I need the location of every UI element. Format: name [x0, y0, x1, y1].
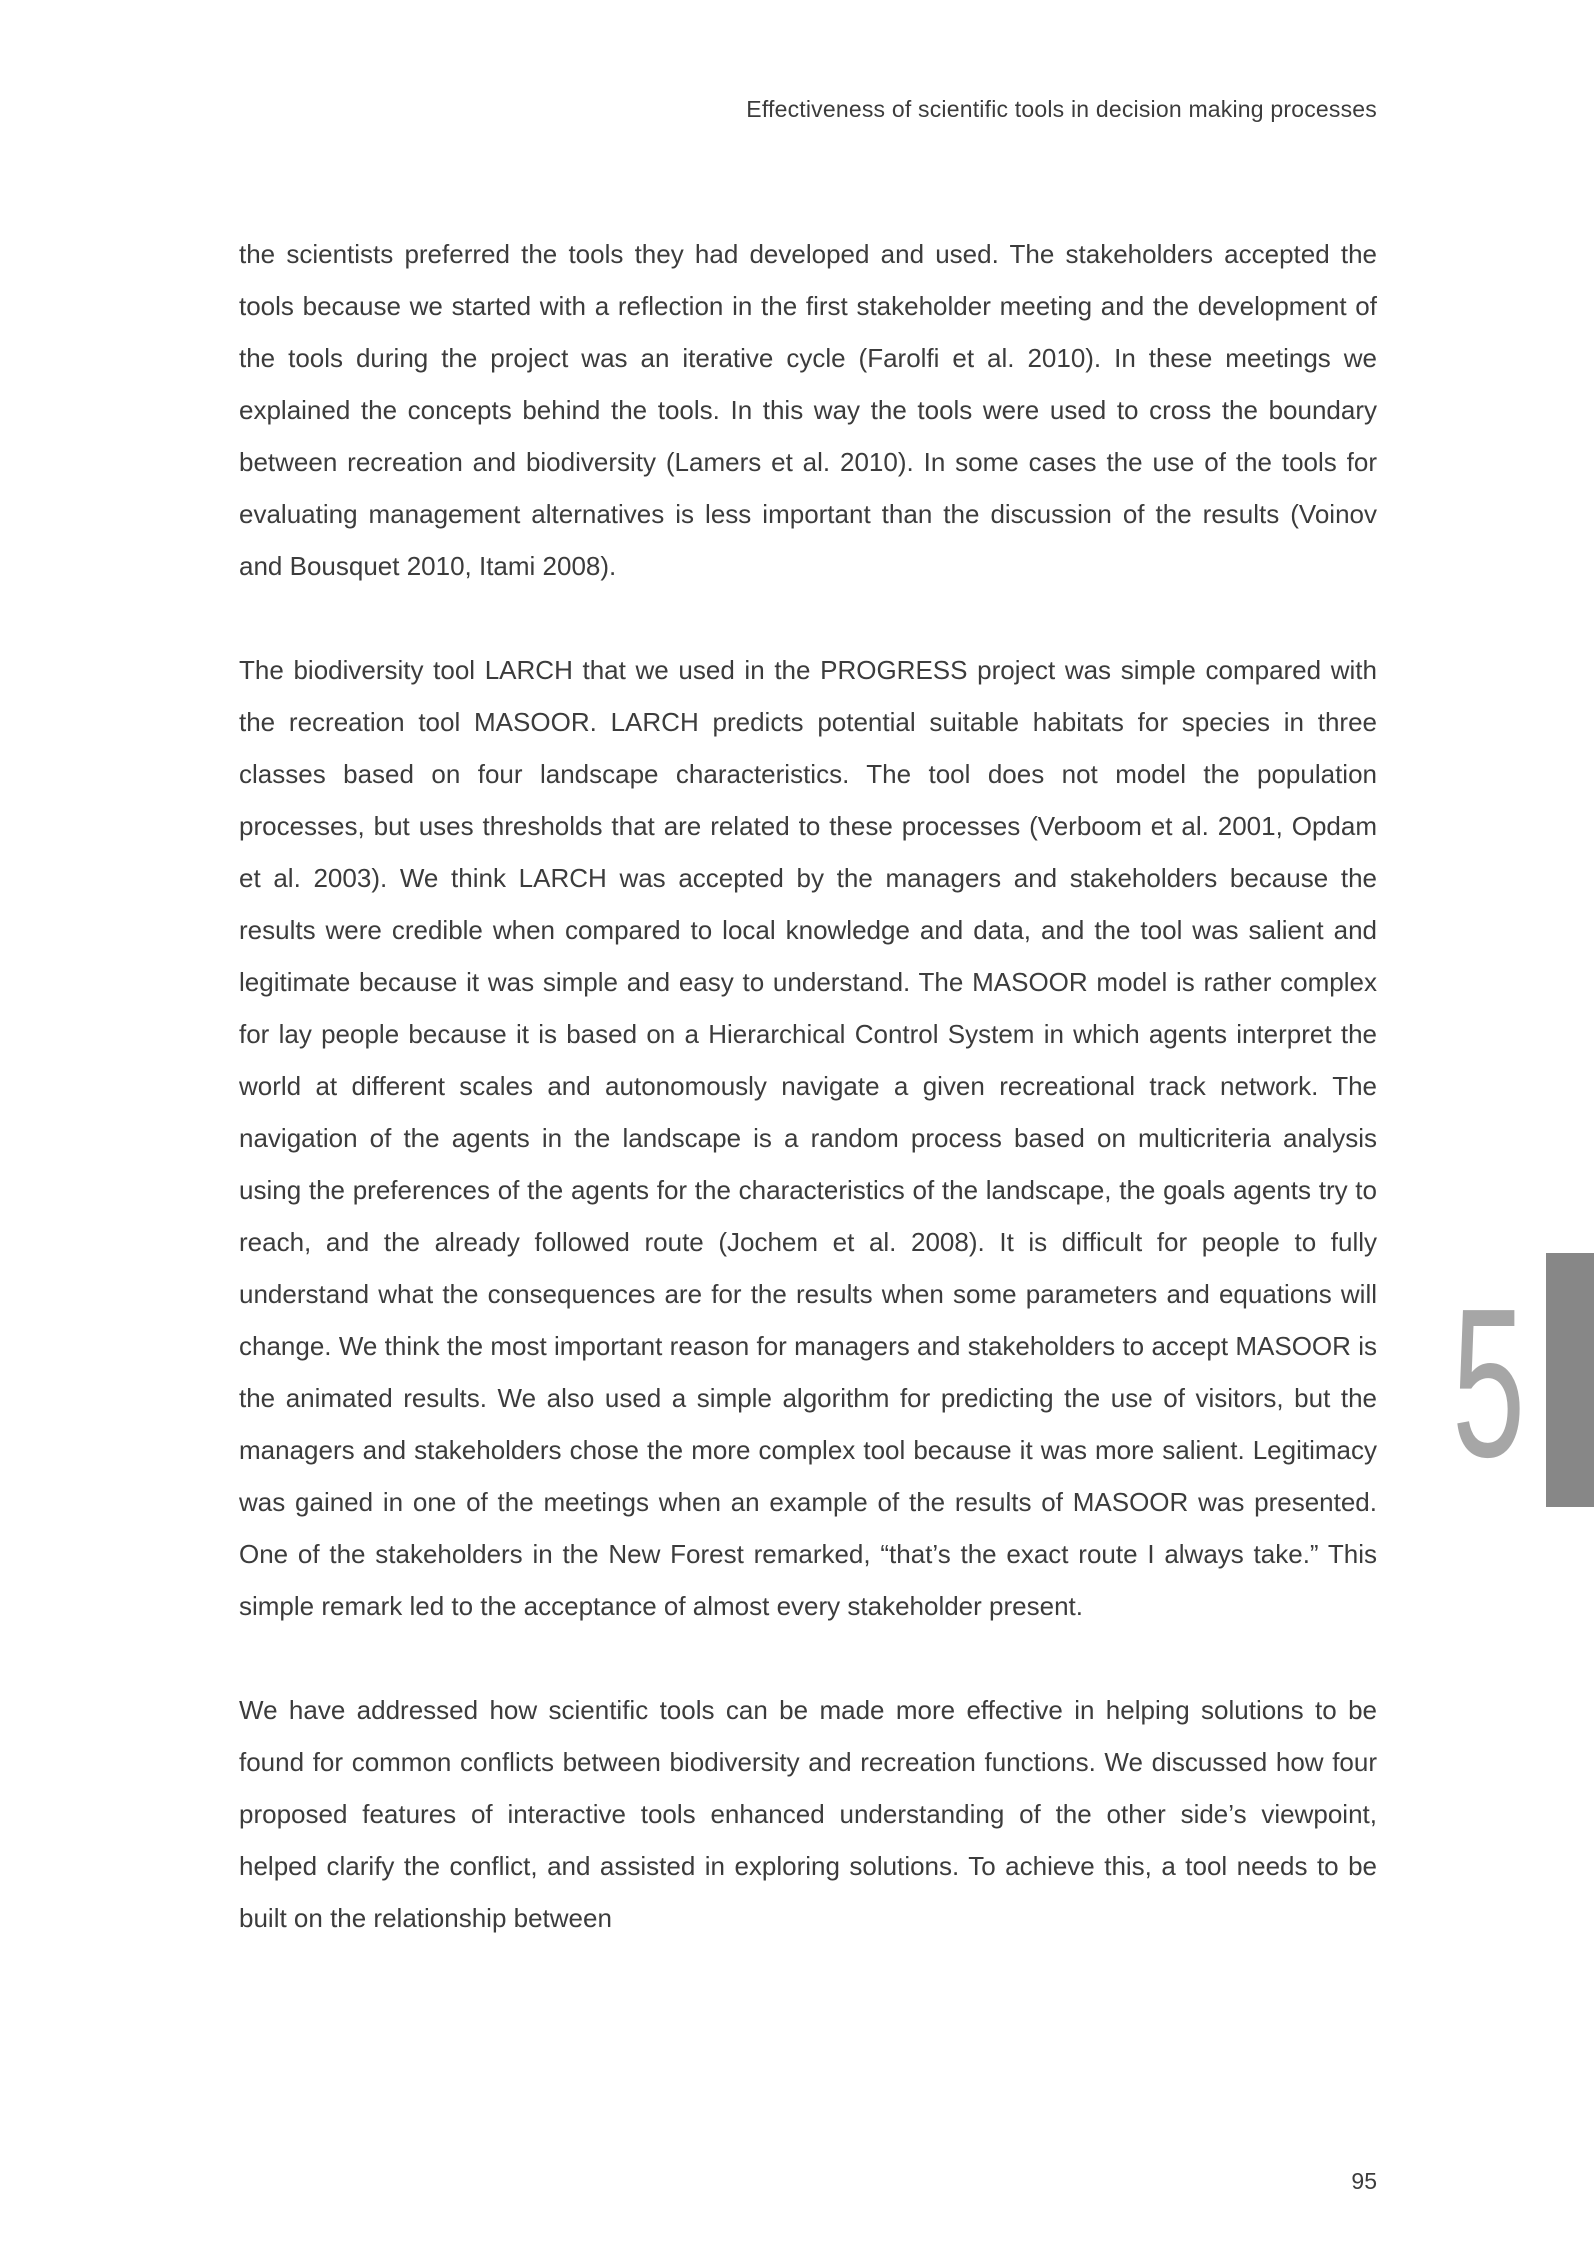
paragraph-2: The biodiversity tool LARCH that we used in the PROGRESS project was simple compared with the recreation tool MASOOR. LARCH predicts potential suitable habitats for species in three classes based on four landscape characteristics. The tool does not model the population processes, but uses thresholds that are related to these processes (Verboom et al. 2001, Opdam et al. 2003). We think LARCH was accepted by the managers and stakeholders because the results were credible when compared to local knowledge and data, and the tool was salient and legitimate because it was simple and easy to understand. The MASOOR model is rather complex for lay people because it is based on a Hierarchical Control System in which agents interpret the world at different scales and autonomously navigate a given recreational track network. The navigation of the agents in the landscape is a random process based on multicriteria analysis using the preferences of the agents for the characteristics of the landscape, the goals agents try to reach, and the already followed route (Jochem et al. 2008). It is difficult for people to fully understand what the consequences are for the results when some parameters and equations will change. We think the most important reason for managers and stakeholders to accept MASOOR is the animated results. We also used a simple algorithm for predicting the use of visitors, but the managers and stakeholders chose the more complex tool because it was more salient. Legitimacy was gained in one of the meetings when an example of the results of MASOOR was presented. One of the stakeholders in the New Forest remarked, “that’s the exact route I always take.” This simple remark led to the acceptance of almost every stakeholder present. — [239, 655, 1377, 1621]
paragraph-1: the scientists preferred the tools they had developed and used. The stakeholders accepted the tools because we started with a reflection in the first stakeholder meeting and the development of the tools during the project was an iterative cycle (Farolfi et al. 2010). In these meetings we explained the concepts behind the tools. In this way the tools were used to cross the boundary between recreation and biodiversity (Lamers et al. 2010). In some cases the use of the tools for evaluating management alternatives is less important than the discussion of the results (Voinov and Bousquet 2010, Itami 2008). — [239, 239, 1377, 581]
chapter-tab-marker — [1546, 1253, 1594, 1507]
chapter-number: 5 — [1452, 1264, 1526, 1501]
paragraph-3: We have addressed how scientific tools can be made more effective in helping solutions to be found for common conflicts between biodiversity and recreation functions. We discussed how four proposed features of interactive tools enhanced understanding of the other side’s viewpoint, helped clarify the conflict, and assisted in exploring solutions. To achieve this, a tool needs to be built on the relationship between — [239, 1695, 1377, 1933]
running-header: Effectiveness of scientific tools in decision making processes — [746, 96, 1377, 122]
body-text-column — [239, 228, 1377, 1996]
page-number: 95 — [1351, 2168, 1377, 2194]
